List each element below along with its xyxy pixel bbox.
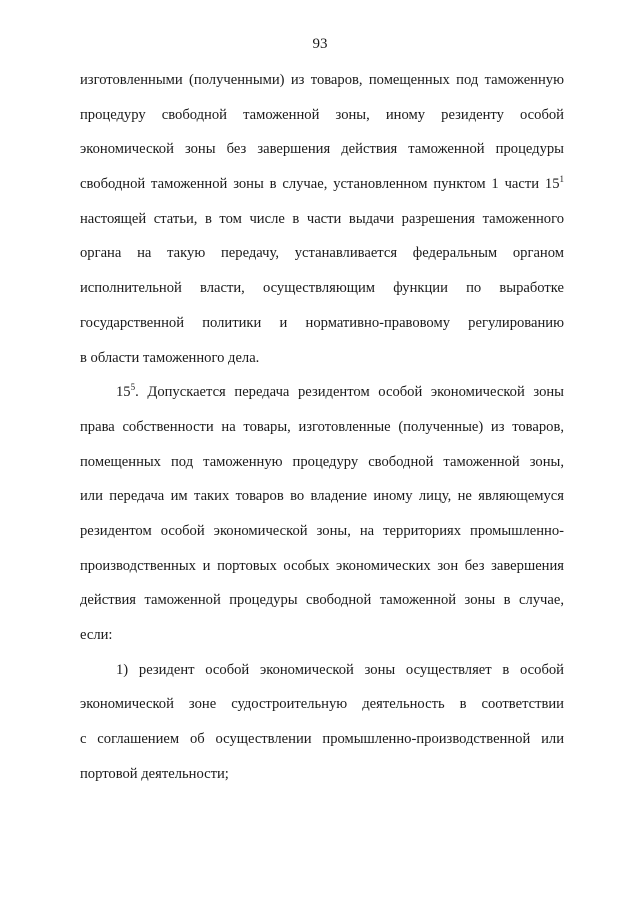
text-line: или передача им таких товаров во владение иному лицу, не являющемуся (80, 488, 564, 505)
text-line: действия таможенной процедуры свободной таможенной зоны в случае, (80, 592, 564, 609)
page-number: 93 (312, 36, 328, 52)
superscript: 1 (559, 174, 564, 185)
text-line: если: (80, 627, 113, 643)
text-line: процедуру свободной таможенной зоны, иному резиденту особой (80, 106, 564, 123)
text-line: настоящей статьи, в том числе в части выдачи разрешения таможенного (80, 210, 564, 227)
section-superscript: 5 (130, 382, 136, 393)
section-number: 15 (116, 384, 131, 401)
lead-text: . Допускается передача резидентом особой экономической зоны (135, 384, 564, 401)
text-line: государственной политики и нормативно-правовому регулированию (80, 314, 564, 331)
text-line-with-superscript (80, 174, 564, 209)
text-line: портовой деятельности; (80, 765, 229, 782)
text-line: экономической зоны без завершения действия таможенной процедуры (80, 141, 564, 158)
text-line: резидентом особой экономической зоны, на территориях промышленно- (80, 522, 564, 539)
text-line-body: свободной таможенной зоны в случае, установленном пунктом 1 части 15 (80, 176, 560, 193)
list-item-line: 1) резидент особой экономической зоны осуществляет в особой (116, 661, 564, 678)
text-line: органа на такую передачу, устанавливается федеральным органом (80, 245, 564, 262)
text-line: с соглашением об осуществлении промышленно-производственной или (80, 731, 564, 748)
document-body (80, 70, 564, 798)
text-line: исполнительной власти, осуществляющим функции по выработке (80, 280, 564, 297)
text-line: в области таможенного дела. (80, 349, 260, 366)
paragraph-1 (80, 70, 564, 382)
text-line: производственных и портовых особых экономических зон без завершения (80, 557, 564, 574)
text-line: изготовленными (полученными) из товаров, помещенных под таможенную (80, 72, 564, 88)
paragraph-2 (80, 382, 564, 660)
text-line: права собственности на товары, изготовленные (полученные) из товаров, (80, 418, 564, 435)
paragraph-3 (80, 660, 564, 799)
paragraph-lead-line (80, 382, 564, 417)
text-line: помещенных под таможенную процедуру свободной таможенной зоны, (80, 453, 564, 470)
text-line: экономической зоне судостроительную деятельность в соответствии (80, 696, 564, 713)
